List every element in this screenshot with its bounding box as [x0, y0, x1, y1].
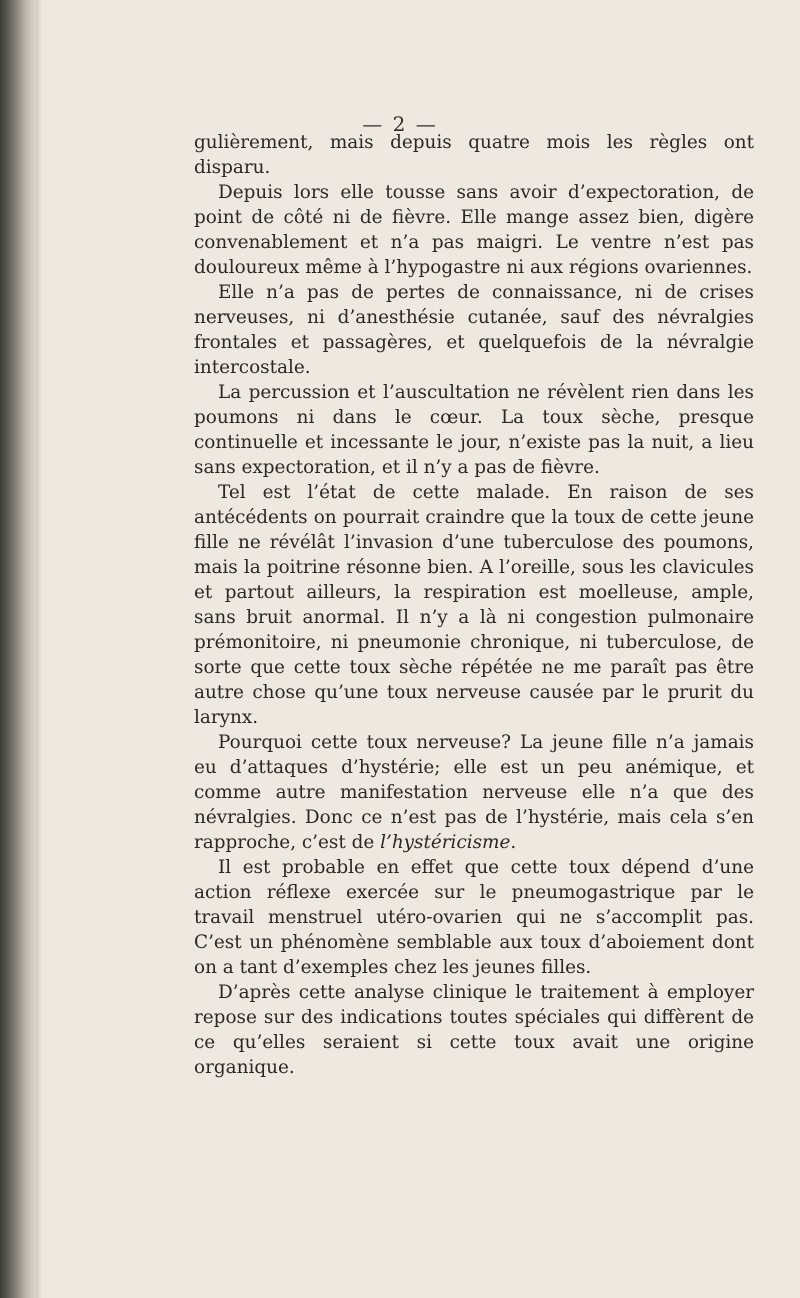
paragraph-2: Depuis lors elle tousse sans avoir d’expectoration, de point de côté ni de fièvre. Elle mange assez bien, digère convenablement et n’a pas maigri. Le ventre n’est pas douloureux même à l’hypogastre ni aux régions ovariennes.	[194, 182, 754, 278]
page-gutter	[36, 0, 42, 1298]
paragraph-6	[194, 730, 754, 855]
body-text	[194, 130, 754, 1080]
paragraph-7: Il est probable en effet que cette toux dépend d’une action réflexe exercée sur le pneumogastrique par le travail menstruel utéro-ovarien qui ne s’accomplit pas. C’est un phénomène semblable aux toux d’aboiement dont on a tant d’exemples chez les jeunes filles.	[194, 857, 754, 978]
book-binding-edge	[0, 0, 36, 1298]
paragraph-4: La percussion et l’auscultation ne révèlent rien dans les poumons ni dans le cœur. La toux sèche, presque continuelle et incessante le jour, n’existe pas la nuit, a lieu sans expectoration, et il n’y a pas de fièvre.	[194, 382, 754, 478]
paragraph-3: Elle n’a pas de pertes de connaissance, ni de crises nerveuses, ni d’anesthésie cutanée, sauf des névralgies frontales et passagères, et quelquefois de la névralgie intercostale.	[194, 282, 754, 378]
paragraph-5: Tel est l’état de cette malade. En raison de ses antécédents on pourrait craindre que la toux de cette jeune fille ne révélât l’invasion d’une tuberculose des poumons, mais la poitrine résonne bien. A l’oreille, sous les clavicules et partout ailleurs, la respiration est moelleuse, ample, sans bruit anormal. Il n’y a là ni congestion pulmonaire prémonitoire, ni pneumonie chronique, ni tuberculose, de sorte que cette toux sèche répétée ne me paraît pas être autre chose qu’une toux nerveuse causée par le prurit du larynx.	[194, 482, 754, 728]
paragraph-1: gulièrement, mais depuis quatre mois les règles ont disparu.	[194, 132, 754, 178]
page-number: — 2 —	[362, 112, 438, 136]
paragraph-8: D’après cette analyse clinique le traitement à employer repose sur des indications toutes spéciales qui diffèrent de ce qu’elles seraient si cette toux avait une origine organique.	[194, 982, 754, 1078]
italic-term: l’hystéricisme.	[380, 832, 517, 853]
paragraph-6-text: Pourquoi cette toux nerveuse? La jeune fille n’a jamais eu d’attaques d’hystérie; elle est un peu anémique, et comme autre manifestation nerveuse elle n’a que des névralgies. Donc ce n’est pas de l’hystérie, mais cela s’en rapproche, c’est de	[194, 732, 754, 853]
